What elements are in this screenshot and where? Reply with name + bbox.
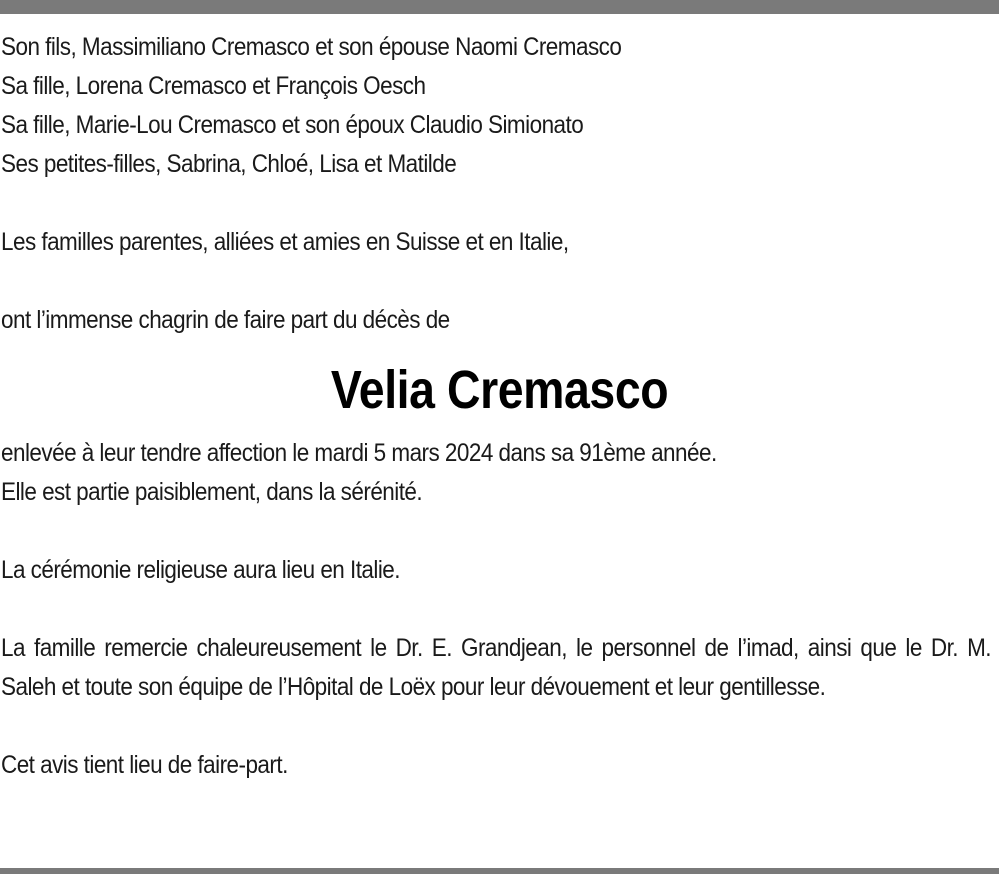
spacer (1, 590, 998, 629)
spacer (1, 707, 998, 746)
family-line-daughter-marie-lou: Sa fille, Marie-Lou Cremasco et son époux Claudio Simionato (1, 111, 584, 139)
deceased-name: Velia Cremasco (330, 360, 669, 420)
spacer (1, 262, 998, 301)
deceased-name-block (1, 340, 998, 434)
thanks-paragraph: La famille remercie chaleureusement le Dr. E. Grandjean, le personnel de l’imad, ainsi que le Dr. M. Saleh et toute son équipe de l’Hôpital de Loëx pour leur dévouement et leur gentillesse. (1, 634, 991, 701)
family-line-granddaughters: Ses petites-filles, Sabrina, Chloé, Lisa et Matilde (1, 150, 457, 178)
spacer (1, 184, 998, 223)
announcement-line: ont l’immense chagrin de faire part du décès de (1, 306, 450, 334)
ceremony-line: La cérémonie religieuse aura lieu en Italie. (1, 556, 400, 584)
family-line-son: Son fils, Massimiliano Cremasco et son épouse Naomi Cremasco (1, 33, 622, 61)
top-border-bar (0, 0, 999, 14)
spacer (1, 512, 998, 551)
bottom-border-bar (0, 868, 999, 874)
closing-line: Cet avis tient lieu de faire-part. (1, 751, 288, 779)
passing-date-line: enlevée à leur tendre affection le mardi 5 mars 2024 dans sa 91ème année. (1, 439, 717, 467)
passing-peace-line: Elle est partie paisiblement, dans la sérénité. (1, 478, 423, 506)
family-line-daughter-lorena: Sa fille, Lorena Cremasco et François Oesch (1, 72, 426, 100)
relatives-line: Les familles parentes, alliées et amies en Suisse et en Italie, (1, 228, 569, 256)
obituary-notice (1, 28, 998, 785)
